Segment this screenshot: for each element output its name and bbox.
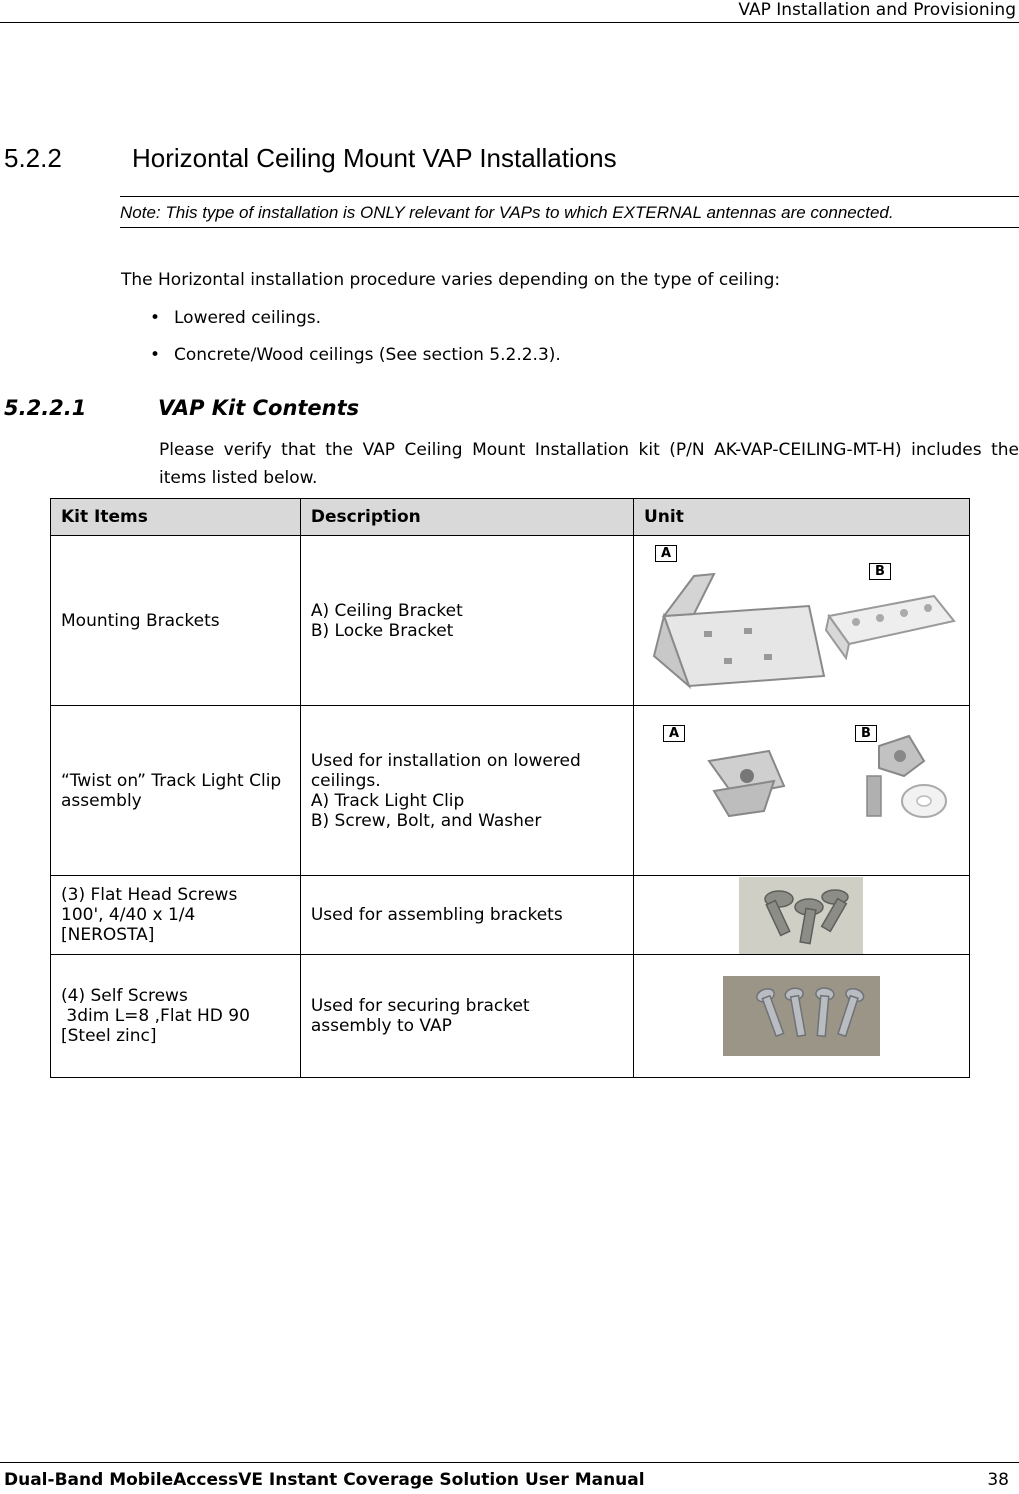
label-a: A [655, 545, 677, 562]
section-heading [4, 143, 617, 174]
flat-head-screws-image [739, 877, 863, 954]
kit-verify-paragraph: Please verify that the VAP Ceiling Mount Installation kit (P/N AK-VAP-CEILING-MT-H) includes the items listed below. [159, 440, 1019, 488]
header-kit-items: Kit Items [51, 499, 301, 536]
kit-item-cell [51, 876, 301, 955]
header-description: Description [300, 499, 633, 536]
kit-item-cell [51, 706, 301, 876]
mounting-brackets-image [634, 536, 968, 700]
unit-cell [633, 876, 969, 955]
footer-manual-title: Dual-Band MobileAccessVE Instant Coverage Solution User Manual [4, 1470, 645, 1490]
description-line: A) Track Light Clip [310, 790, 465, 811]
description-cell [300, 876, 633, 955]
table-row [51, 955, 970, 1078]
self-screws-image [723, 976, 880, 1056]
running-header: VAP Installation and Provisioning [738, 0, 1016, 20]
unit-cell [633, 955, 969, 1078]
section-number: 5.2.2 [4, 143, 62, 173]
kit-item-line: 3dim L=8 ,Flat HD 90 [61, 1006, 250, 1026]
kit-item-line: (4) Self Screws [61, 986, 188, 1006]
description-cell [300, 536, 633, 706]
label-b: B [856, 725, 878, 742]
subsection-title: VAP Kit Contents [158, 396, 360, 420]
description-line: B) Locke Bracket [310, 620, 454, 641]
description-line: Used for securing bracket [310, 996, 530, 1016]
table-row [51, 706, 970, 876]
section-title: Horizontal Ceiling Mount VAP Installations [132, 143, 617, 173]
kit-item-line: [Steel zinc] [61, 1026, 157, 1046]
intro-text: The Horizontal installation procedure varies depending on the type of ceiling: [121, 270, 781, 290]
subsection-heading [4, 396, 359, 420]
track-light-clip-image [634, 706, 968, 870]
ceiling-type-list [150, 308, 561, 382]
kit-item: “Twist on” Track Light Clip assembly [61, 770, 282, 811]
description-cell [300, 706, 633, 876]
header-unit: Unit [633, 499, 969, 536]
table-row [51, 876, 970, 955]
description-line: assembly to VAP [310, 1016, 452, 1036]
unit-cell [633, 706, 969, 876]
label-b: B [870, 563, 892, 580]
kit-item: Mounting Brackets [61, 610, 220, 631]
kit-item-cell [51, 536, 301, 706]
ceiling-bracket-illustration [654, 574, 824, 686]
track-light-clip-illustration [709, 751, 784, 816]
label-a: A [663, 725, 685, 742]
subsection-number: 5.2.2.1 [4, 396, 87, 420]
description-cell [300, 955, 633, 1078]
list-item: • Concrete/Wood ceilings (See section 5.2.2.3). [150, 345, 561, 382]
note-box: Note: This type of installation is ONLY relevant for VAPs to which EXTERNAL antennas are connected. [120, 196, 1019, 228]
description-line: A) Ceiling Bracket [310, 600, 463, 621]
locke-bracket-illustration [826, 596, 954, 658]
kit-contents-table [50, 498, 970, 1078]
kit-item-line: [NEROSTA] [61, 925, 155, 945]
description-line: Used for installation on lowered ceilings. [310, 750, 581, 791]
kit-item-cell [51, 955, 301, 1078]
table-row [51, 536, 970, 706]
table-header-row [51, 499, 970, 536]
description-line: Used for assembling brackets [310, 905, 563, 925]
kit-item-line: (3) Flat Head Screws [61, 885, 238, 905]
unit-cell [633, 536, 969, 706]
page-number: 38 [987, 1470, 1009, 1490]
footer-divider [0, 1462, 1019, 1463]
description-line: B) Screw, Bolt, and Washer [310, 810, 542, 831]
kit-item-line: 100', 4/40 x 1/4 [61, 905, 196, 925]
list-item: • Lowered ceilings. [150, 308, 561, 345]
header-divider [0, 22, 1019, 23]
